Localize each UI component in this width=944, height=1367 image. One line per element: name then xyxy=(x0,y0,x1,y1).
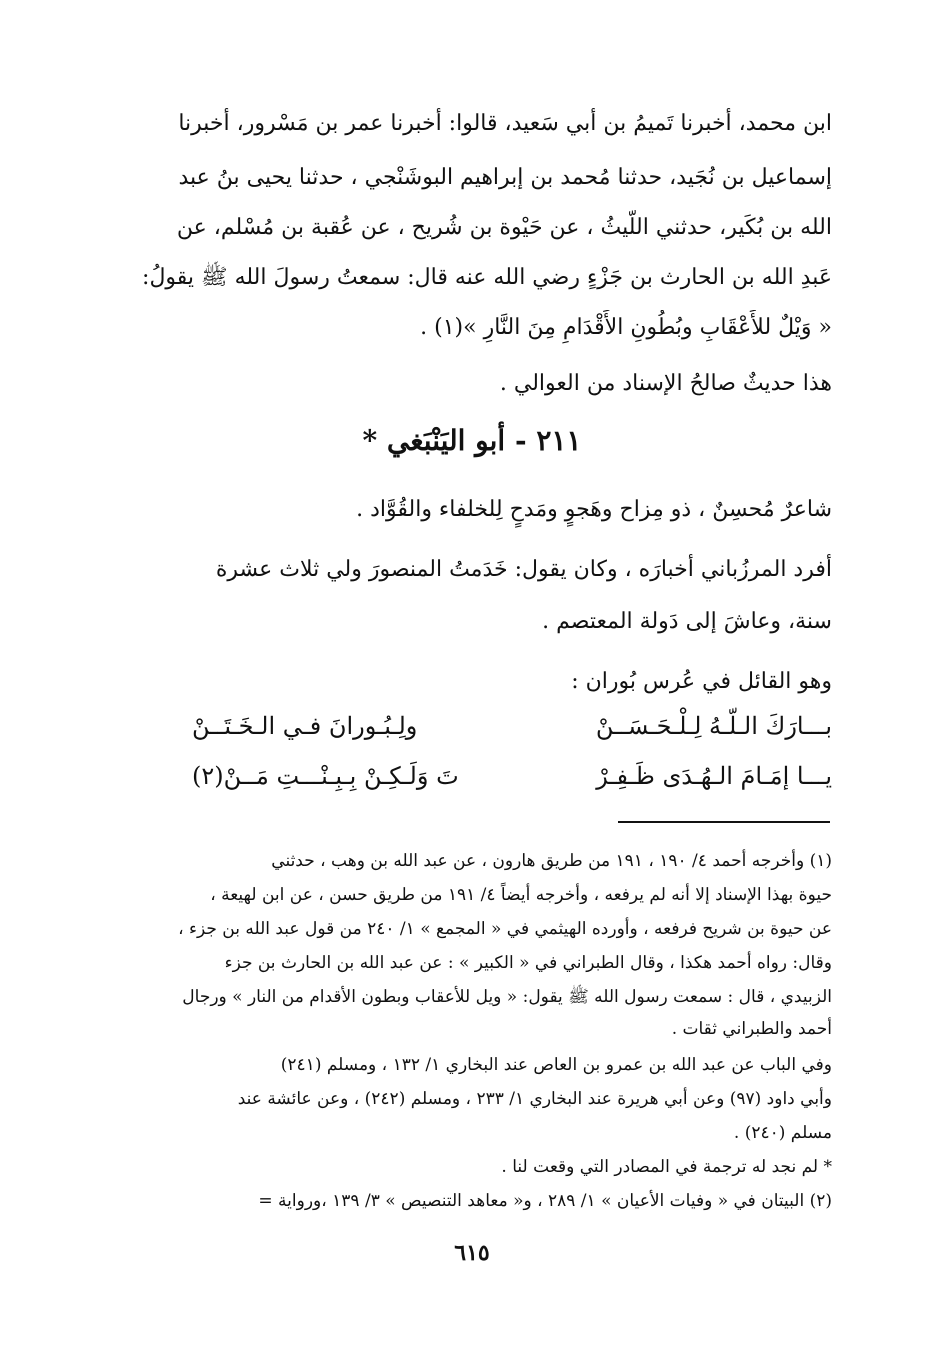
footnote-line-5: الزبيدي ، قال : سمعت رسول الله ﷺ يقول: « ويل للأعقاب وبطون الأقدام من النار » ورجال xyxy=(182,987,832,1007)
footnote-line-6: أحمد والطبراني ثقات . xyxy=(671,1019,832,1039)
text-line-2: إسماعيل بن نُجَيد، حدثنا مُحمد بن إبراهيم البوشَنْجي ، حدثنا يحيى بنُ عبد xyxy=(178,165,832,190)
text-line-1: ابن محمد، أخبرنا تَميمُ بن أبي سَعيد، قالوا: أخبرنا عمر بن مَسْرور، أخبرنا xyxy=(178,111,832,136)
text-line-3: الله بن بُكَير، حدثني اللَّيثُ ، عن حَيْوة بن شُريح ، عن عُقبة بن مُسْلم، عن xyxy=(176,215,832,240)
footnote-line-2: حيوة بهذا الإسناد إلا أنه لم يرفعه ، وأخرجه أيضاً ٤/ ١٩١ من طريق حسن ، عن ابن لهيعة ، xyxy=(210,885,832,905)
verse-1-second-hemistich: ولِـبُـورانَ فـي الـخَـتَــنْ xyxy=(192,712,418,740)
footnote-line-7: وفي الباب عن عبد الله بن عمرو بن العاص عند البخاري ١/ ١٣٢ ، ومسلم (٢٤١) xyxy=(280,1055,832,1075)
verse-intro: وهو القائل في عُرس بُوران : xyxy=(571,669,832,694)
entry-heading: ٢١١ - أبو اليَنْبَغي * xyxy=(362,424,582,457)
footnote-line-10: * لم نجد له ترجمة في المصادر التي وقعت لنا . xyxy=(501,1157,832,1177)
footnote-line-9: مسلم (٢٤٠) . xyxy=(733,1123,832,1143)
hadith-quote: « وَيْلٌ للأَعْقَابِ وبُطُونِ الأَقْدَامِ مِنَ النَّارِ »(١) . xyxy=(420,315,832,340)
text-line-4: عَبدِ الله بن الحارث بن جَزْءٍ رضي الله عنه قال: سمعتُ رسولَ الله ﷺ يقولُ: xyxy=(142,265,832,290)
entry-para2-line1: أفرد المرزُباني أخبارَه ، وكان يقول: خَدَمتُ المنصورَ ولي ثلاث عشرة xyxy=(215,557,832,582)
page-number: ٦١٥ xyxy=(454,1240,490,1266)
footnote-line-11: (٢) البيتان في « وفيات الأعيان » ١/ ٢٨٩ ، و« معاهد التنصيص » ٣/ ١٣٩ ،ورواية = xyxy=(258,1191,832,1211)
footnote-separator xyxy=(618,821,830,823)
footnote-line-8: وأبي داود (٩٧) وعن أبي هريرة عند البخاري ١/ ٢٣٣ ، ومسلم (٢٤٢) ، وعن عائشة عند xyxy=(237,1089,832,1109)
footnote-line-1: (١) وأخرجه أحمد ٤/ ١٩٠ ، ١٩١ من طريق هارون ، عن عبد الله بن وهب ، حدثني xyxy=(271,851,832,871)
footnote-line-4: وقال: رواه أحمد هكذا ، وقال الطبراني في « الكبير » : عن عبد الله بن الحارث بن جزء xyxy=(224,953,832,973)
entry-description: شاعرٌ مُحسِنٌ ، ذو مِزاح وهَجوٍ ومَدحٍ لِلخلفاء والقُوَّاد . xyxy=(356,497,832,522)
verse-1-first-hemistich: بـــارَكَ الـلّـهُ لِـلْـحَـسَــنْ xyxy=(595,712,832,740)
verse-2-second-hemistich: تَ وَلَـكِـنْ بِـبِـنْـــتِ مَــنْ(٢) xyxy=(192,762,459,790)
entry-para2-line2: سنة، وعاشَ إلى دَولة المعتصم . xyxy=(542,609,832,634)
hadith-grading: هذا حديثٌ صالحُ الإسناد من العوالي . xyxy=(499,371,832,396)
verse-2-first-hemistich: يـــا إمَـامَ الـهُـدَى ظَـفِـرْ xyxy=(596,762,832,790)
footnote-line-3: عن حيوة بن شريح فرفعه ، وأورده الهيثمي في « المجمع » ١/ ٢٤٠ من قول عبد الله بن جزء ، xyxy=(178,919,832,939)
